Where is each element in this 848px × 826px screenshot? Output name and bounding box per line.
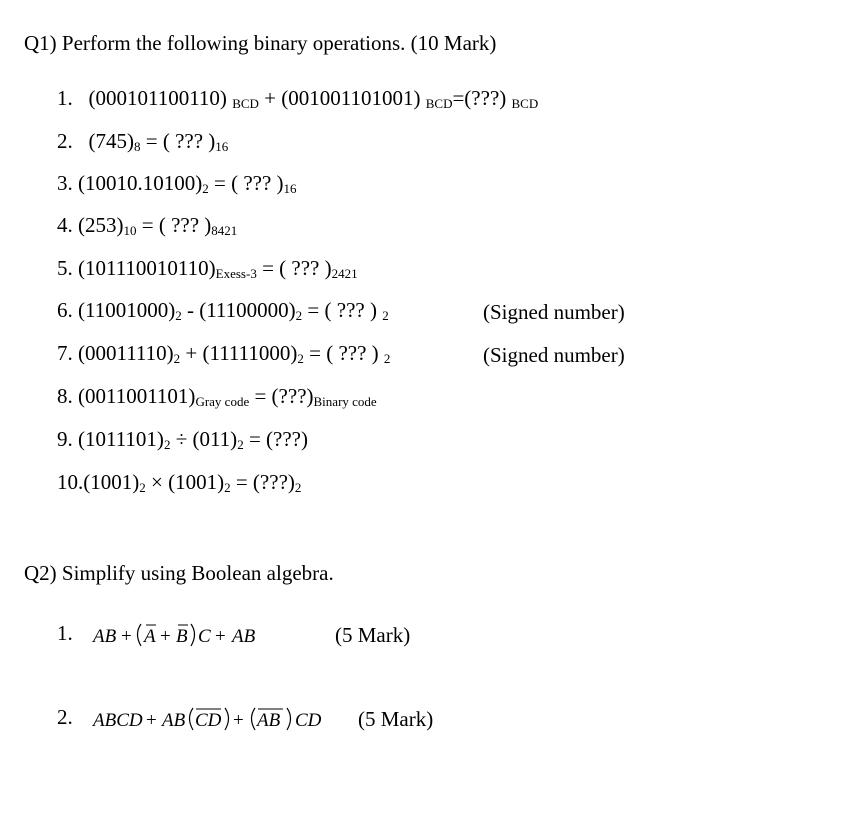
operand-a: (000101100110) — [88, 86, 227, 110]
operand-a-base: 2 — [163, 437, 171, 452]
item-number: 2. — [57, 705, 73, 729]
result-base: 16 — [215, 139, 229, 154]
operand-a-base: 2 — [173, 351, 181, 366]
operand-a: (11001000) — [78, 298, 176, 322]
svg-text:+: + — [146, 710, 157, 731]
item-number: 1. — [57, 621, 73, 645]
q1-item-1 — [57, 88, 538, 109]
operand-b: (1001) — [168, 470, 225, 494]
result: = ( ??? ) — [214, 171, 284, 195]
operand-a-base: 2 — [139, 480, 146, 495]
result-base: Binary code — [313, 394, 377, 409]
operator: + — [185, 341, 198, 365]
operator: + — [264, 86, 277, 110]
result-base: 2421 — [331, 266, 358, 281]
operator: × — [151, 470, 163, 494]
svg-text:C: C — [198, 626, 211, 647]
operand-b-base: 2 — [224, 480, 231, 495]
result: = ( ??? ) — [307, 298, 377, 322]
operand-a: (0011001101) — [78, 384, 196, 408]
operator: - — [186, 298, 194, 322]
svg-text:AB: AB — [162, 710, 186, 731]
svg-text:+: + — [233, 710, 244, 731]
operand-a-base: Gray code — [195, 394, 250, 409]
signed-number-note-6: (Signed number) — [483, 300, 625, 324]
q1-item-8 — [57, 386, 377, 407]
svg-text:AB: AB — [232, 626, 256, 647]
result: = ( ??? ) — [309, 341, 379, 365]
item-number: 1. — [57, 86, 73, 110]
item-number: 8. — [57, 384, 73, 408]
operand-b-base: 2 — [237, 437, 244, 452]
operand-a: (10010.10100) — [78, 171, 203, 195]
signed-number-note-7: (Signed number) — [483, 343, 625, 367]
svg-text:+: + — [160, 626, 171, 647]
svg-text:AB: AB — [93, 626, 117, 647]
result: = ( ??? ) — [262, 256, 332, 280]
mark-label-1: (5 Mark) — [335, 623, 411, 647]
operand-a-base: 8 — [134, 139, 141, 154]
operand-b: (11100000) — [199, 298, 296, 322]
operand-a: (745) — [88, 129, 134, 153]
svg-text:CD: CD — [195, 710, 222, 731]
operand-a: (1001) — [83, 470, 140, 494]
q1-item-5 — [57, 258, 358, 279]
q1-item-2 — [57, 131, 228, 152]
item-number: 10. — [57, 470, 84, 494]
svg-text:B: B — [176, 626, 188, 647]
result-base: 8421 — [211, 223, 238, 238]
result: = (???) — [248, 427, 308, 451]
item-number: 6. — [57, 298, 73, 322]
result-base: BCD — [511, 96, 539, 111]
item-number: 4. — [57, 213, 73, 237]
operand-b-base: BCD — [425, 96, 453, 111]
q1-item-7 — [57, 343, 390, 364]
result: = (???) — [254, 384, 314, 408]
result: = ( ??? ) — [145, 129, 216, 153]
result: =(???) — [452, 86, 507, 110]
svg-text:+: + — [215, 626, 226, 647]
operand-a-base: 10 — [123, 223, 137, 238]
operand-b-base: 2 — [295, 308, 303, 323]
result-base: 16 — [283, 181, 297, 196]
svg-text:ABCD: ABCD — [93, 710, 143, 731]
operand-b: (001001101001) — [281, 86, 421, 110]
mark-label-2: (5 Mark) — [358, 707, 434, 731]
operand-a-base: 2 — [202, 181, 209, 196]
result-base: 2 — [383, 351, 391, 366]
item-number: 9. — [57, 427, 73, 451]
operand-b: (11111000) — [202, 341, 298, 365]
operator: ÷ — [175, 427, 188, 451]
result: = (???) — [235, 470, 295, 494]
q2-heading: Q2) Simplify using Boolean algebra. — [24, 561, 334, 585]
operand-b-base: 2 — [297, 351, 304, 366]
boolean-expression-1 — [90, 613, 280, 653]
result-base: 2 — [294, 480, 302, 495]
item-number: 7. — [57, 341, 73, 365]
q1-item-4 — [57, 215, 237, 236]
q1-item-9 — [57, 429, 308, 450]
operand-a: (00011110) — [78, 341, 174, 365]
q1-heading: Q1) Perform the following binary operations. (10 Mark) — [24, 31, 497, 55]
operand-a-base: BCD — [232, 96, 259, 111]
result-base: 2 — [382, 308, 389, 323]
item-number: 2. — [57, 129, 73, 153]
svg-text:A: A — [144, 626, 156, 647]
result: = ( ??? ) — [141, 213, 212, 237]
operand-a: (253) — [78, 213, 124, 237]
item-number: 3. — [57, 171, 73, 195]
svg-text:+: + — [121, 626, 132, 647]
operand-a-base: Exess-3 — [215, 266, 257, 281]
operand-a: (1011101) — [78, 427, 164, 451]
svg-text:CD: CD — [295, 710, 322, 731]
q1-item-6 — [57, 300, 389, 321]
q1-item-3 — [57, 173, 297, 194]
boolean-expression-2 — [90, 697, 340, 737]
operand-a-base: 2 — [175, 308, 182, 323]
q2-item-1 — [57, 623, 73, 644]
item-number: 5. — [57, 256, 73, 280]
operand-a: (101110010110) — [78, 256, 216, 280]
q2-item-2 — [57, 707, 73, 728]
operand-b: (011) — [192, 427, 238, 451]
svg-text:AB: AB — [257, 710, 281, 731]
q1-item-10 — [57, 472, 301, 493]
